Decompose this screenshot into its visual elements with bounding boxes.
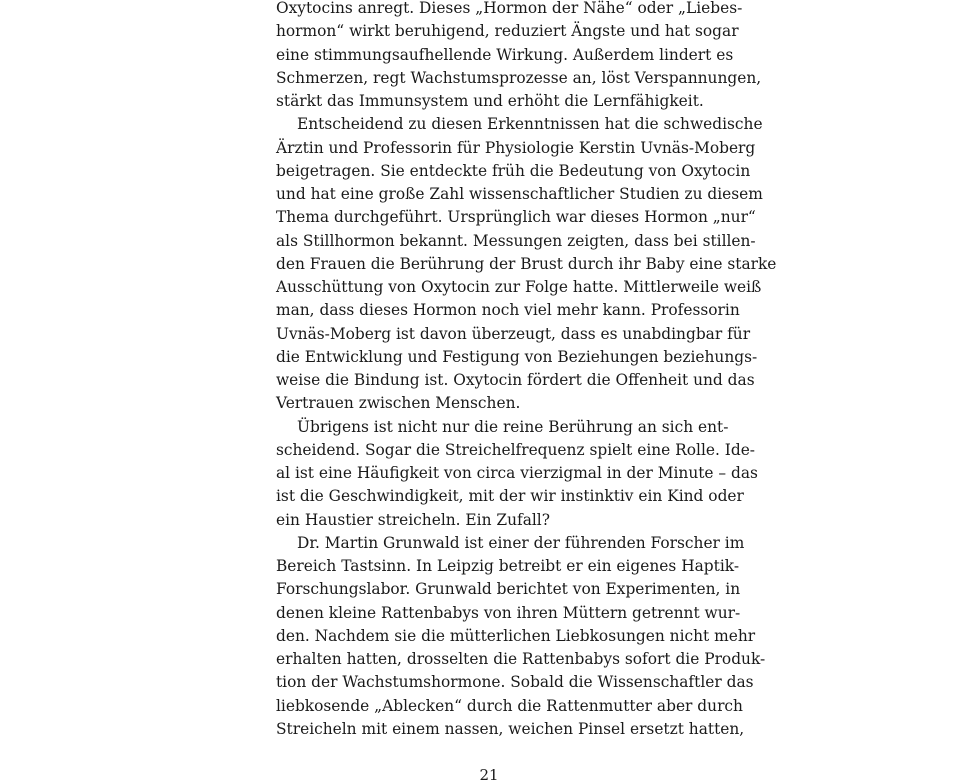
text-line: ist die Geschwindigkeit, mit der wir instinktiv ein Kind oder	[276, 487, 744, 506]
text-line: hormon“ wirkt beruhigend, reduziert Ängste und hat sogar	[276, 22, 739, 41]
text-line: und hat eine große Zahl wissenschaftlicher Studien zu diesem	[276, 185, 763, 203]
text-line: al ist eine Häufigkeit von circa vierzigmal in der Minute – das	[276, 464, 758, 482]
text-line: Entscheidend zu diesen Erkenntnissen hat die schwedische	[297, 115, 763, 134]
paragraph	[276, 0, 762, 113]
page-number: 21	[479, 766, 499, 784]
text-line: Übrigens ist nicht nur die reine Berührung an sich ent-	[297, 417, 729, 436]
text-line: ein Haustier streicheln. Ein Zufall?	[276, 510, 550, 529]
text-line: liebkosende „Ablecken“ durch die Rattenmutter aber durch	[276, 696, 743, 715]
text-line: Ärztin und Professorin für Physiologie Kerstin Uvnäs-Moberg	[276, 138, 756, 157]
text-line: die Entwicklung und Festigung von Beziehungen beziehungs-	[276, 347, 758, 366]
body-text	[276, 0, 777, 741]
text-line: erhalten hatten, drosselten die Rattenbabys sofort die Produk-	[276, 650, 766, 668]
paragraph	[276, 416, 758, 532]
text-line: tion der Wachstumshormone. Sobald die Wissenschaftler das	[276, 673, 754, 692]
text-line: man, dass dieses Hormon noch viel mehr kann. Professorin	[276, 301, 740, 320]
text-line: den Frauen die Berührung der Brust durch ihr Baby eine starke	[276, 254, 777, 273]
paragraph	[276, 532, 766, 741]
text-line: eine stimmungsaufhellende Wirkung. Außerdem lindert es	[276, 45, 734, 64]
text-line: Thema durchgeführt. Ursprünglich war dieses Hormon „nur“	[276, 208, 756, 227]
text-line: Uvnäs-Moberg ist davon überzeugt, dass es unabdingbar für	[276, 324, 751, 343]
text-line: weise die Bindung ist. Oxytocin fördert die Offenheit und das	[276, 371, 755, 389]
text-line: Oxytocins anregt. Dieses „Hormon der Nähe“ oder „Liebes-	[276, 0, 743, 17]
text-line: Streicheln mit einem nassen, weichen Pinsel ersetzt hatten,	[276, 719, 745, 738]
paragraph	[276, 113, 777, 415]
text-line: Dr. Martin Grunwald ist einer der führenden Forscher im	[297, 533, 745, 552]
text-line: Schmerzen, regt Wachstumsprozesse an, löst Verspannungen,	[276, 68, 762, 87]
text-line: Bereich Tastsinn. In Leipzig betreibt er ein eigenes Haptik-	[276, 557, 740, 575]
text-line: als Stillhormon bekannt. Messungen zeigten, dass bei stillen-	[276, 231, 756, 250]
text-line: Forschungslabor. Grunwald berichtet von Experimenten, in	[276, 580, 741, 599]
text-line: Ausschüttung von Oxytocin zur Folge hatte. Mittlerweile weiß	[276, 278, 762, 296]
text-line: denen kleine Rattenbabys von ihren Müttern getrennt wur-	[276, 603, 741, 622]
text-line: scheidend. Sogar die Streichelfrequenz spielt eine Rolle. Ide-	[276, 440, 756, 459]
text-line: Vertrauen zwischen Menschen.	[276, 394, 521, 413]
text-line: den. Nachdem sie die mütterlichen Liebkosungen nicht mehr	[276, 626, 756, 645]
text-line: stärkt das Immunsystem und erhöht die Lernfähigkeit.	[276, 92, 704, 110]
text-line: beigetragen. Sie entdeckte früh die Bedeutung von Oxytocin	[276, 161, 751, 180]
